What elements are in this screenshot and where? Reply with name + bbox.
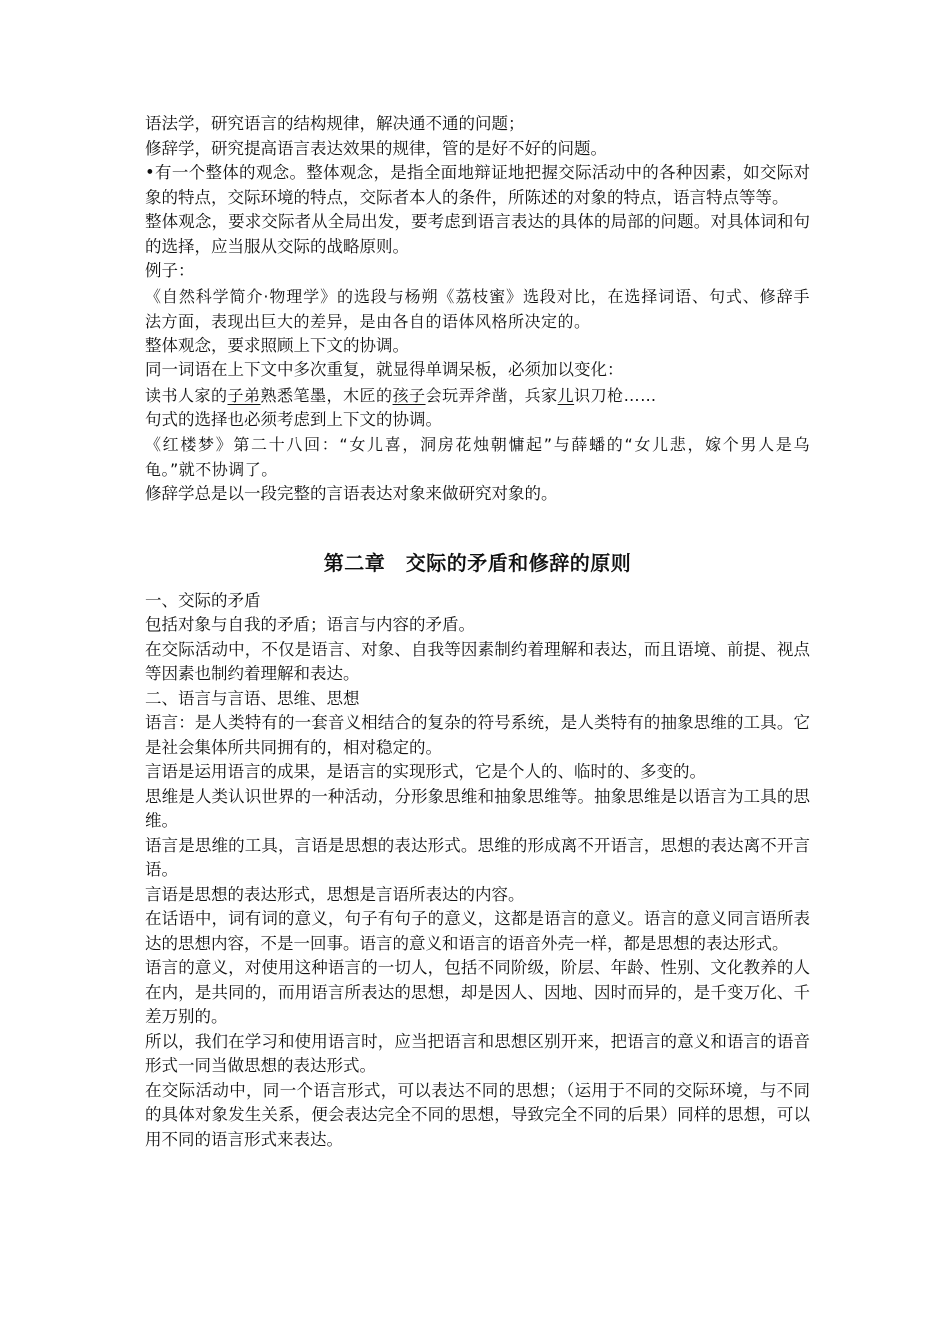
example-physics-litchi: 《自然科学简介·物理学》的选段与杨朔《荔枝蜜》选段对比，在选择词语、句式、修辞手法方面，表现出巨大的差异，是由各自的语体风格所决定的。: [145, 286, 810, 331]
paragraph-language-tool: 语言是思维的工具，言语是思想的表达形式。思维的形成离不开语言，思想的表达离不开言语。: [145, 835, 810, 879]
paragraph-speech-form: 言语是思想的表达形式，思想是言语所表达的内容。: [145, 884, 525, 904]
paragraph-context-coordination: 整体观念，要求照顾上下文的协调。: [145, 335, 409, 355]
paragraph-word-repetition: 同一词语在上下文中多次重复，就显得单调呆板，必须加以变化：: [145, 360, 624, 379]
paragraph-distinguish: 所以，我们在学习和使用语言时，应当把语言和思想区别开来，把语言的意义和语言的语音形式一同当做思想的表达形式。: [145, 1031, 810, 1075]
example-text: 读书人家的: [145, 385, 228, 405]
example-word-variation: [145, 383, 810, 408]
paragraph-sentence-coordination: 句式的选择也必须考虑到上下文的协调。: [145, 409, 442, 429]
paragraph-rhetoric-object: 修辞学总是以一段完整的言语表达对象来做研究对象的。: [145, 484, 558, 503]
underlined-word: 儿: [557, 385, 575, 405]
paragraph-rhetoric: 修辞学，研究提高语言表达效果的规律，管的是好不好的问题。: [145, 138, 607, 158]
underlined-word: 孩子: [392, 385, 426, 405]
underlined-word: 子弟: [227, 385, 261, 405]
heading-communication-contradiction: 一、交际的矛盾: [145, 590, 261, 610]
paragraph-holistic-view: •有一个整体的观念。整体观念，是指全面地辩证地把握交际活动中的各种因素，如交际对象的特点，交际环境的特点，交际者本人的条件，所陈述的对象的特点，语言特点等等。: [145, 163, 810, 207]
paragraph-constraints: 在交际活动中，不仅是语言、对象、自我等因素制约着理解和表达，而且语境、前提、视点等因素也制约着理解和表达。: [145, 639, 810, 683]
paragraph-thinking-definition: 思维是人类认识世界的一种活动，分形象思维和抽象思维等。抽象思维是以语言为工具的思维。: [145, 786, 810, 830]
paragraph-form-vs-thought: 在交际活动中，同一个语言形式，可以表达不同的思想；（运用于不同的交际环境，与不同的具体对象发生关系，便会表达完全不同的思想，导致完全不同的后果）同样的思想，可以用不同的语言形式来表达。: [145, 1080, 810, 1149]
example-red-chamber: 《红楼梦》第二十八回：“女儿喜，洞房花烛朝慵起”与薛蟠的“女儿悲，嫁个男人是乌龟。”就不协调了。: [145, 435, 810, 479]
paragraph-grammar: 语法学，研究语言的结构规律，解决通不通的问题；: [145, 114, 525, 133]
paragraph-meaning-in-discourse: 在话语中，词有词的意义，句子有句子的意义，这都是语言的意义。语言的意义同言语所表达的思想内容，不是一回事。语言的意义和语言的语音外壳一样，都是思想的表达形式。: [145, 909, 810, 953]
chapter-title: 第二章 交际的矛盾和修辞的原则: [323, 550, 632, 575]
paragraph-speech-definition: 言语是运用语言的成果，是语言的实现形式，它是个人的、临时的、多变的。: [145, 762, 706, 781]
heading-language-speech-thought: 二、语言与言语、思维、思想: [145, 688, 360, 708]
example-text: 识刀枪……: [574, 385, 657, 405]
document-page: [145, 112, 810, 1152]
paragraph-meaning-shared: 语言的意义，对使用这种语言的一切人，包括不同阶级，阶层、年龄、性别、文化教养的人在内，是共同的，而用语言所表达的思想，却是因人、因地、因时而异的，是千变万化、千差万别的。: [145, 958, 810, 1026]
paragraph-holistic-requirement: 整体观念，要求交际者从全局出发，要考虑到语言表达的具体的局部的问题。对具体词和句的选择，应当服从交际的战略原则。: [145, 212, 810, 256]
example-text: 熟悉笔墨，木匠的: [260, 385, 393, 405]
paragraph-contradictions: 包括对象与自我的矛盾；语言与内容的矛盾。: [145, 615, 475, 634]
paragraph-example-label: 例子：: [145, 261, 195, 280]
example-text: 会玩弄斧凿，兵家: [425, 385, 558, 405]
paragraph-language-definition: 语言：是人类特有的一套音义相结合的复杂的符号系统，是人类特有的抽象思维的工具。它是社会集体所共同拥有的，相对稳定的。: [145, 713, 810, 757]
